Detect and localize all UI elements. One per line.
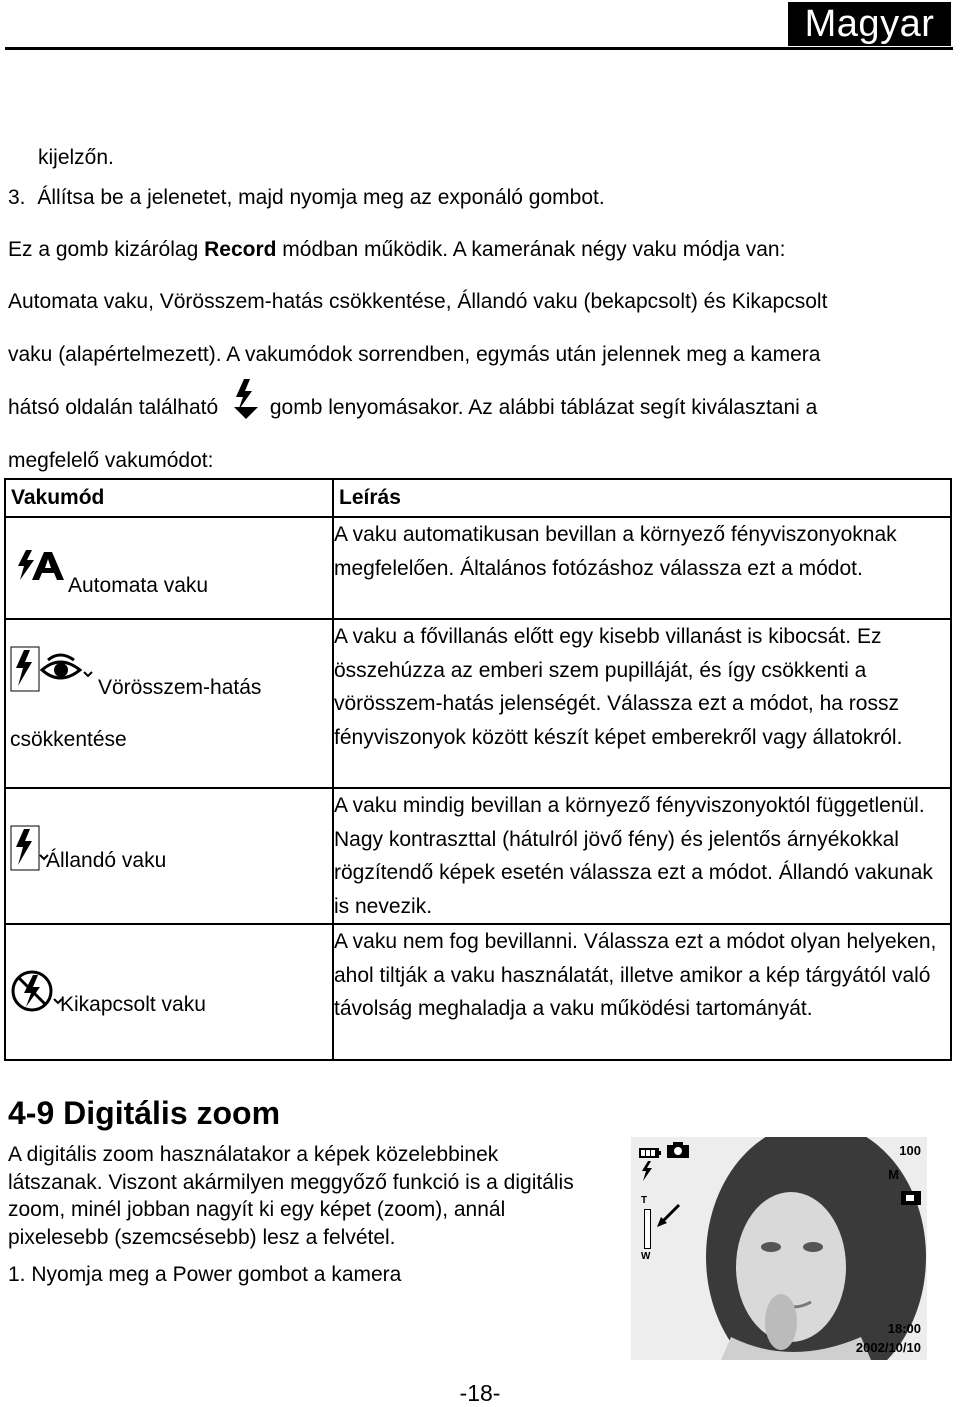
intro-line-2: Automata vaku, Vörösszem-hatás csökkentése, Állandó vaku (bekapcsolt) és Kikapcsolt — [8, 290, 828, 313]
language-badge: Magyar — [788, 2, 951, 46]
mode-label: Vörösszem-hatás — [98, 676, 262, 699]
section-body: A digitális zoom használatakor a képek közelebbinek látszanak. Viszont akármilyen meggyőző funkció is a digitális zoom, minél jobban nagyít ki egy képet (zoom), annál pixelesebb (szemcsésebb) lesz a felvétel. — [8, 1143, 574, 1249]
flash-button-icon — [230, 396, 260, 420]
intro-paragraph-start — [8, 238, 785, 262]
flash-on-icon — [10, 825, 50, 876]
table-row — [5, 619, 951, 788]
zoom-bar — [644, 1209, 651, 1249]
screen-date: 2002/10/10 — [855, 1340, 921, 1355]
intro-line-4 — [8, 396, 817, 421]
flash-redeye-icon — [10, 646, 102, 697]
image-quality: M — [888, 1167, 899, 1182]
portrait-photo — [631, 1137, 927, 1360]
mode-cell — [5, 517, 333, 619]
section-paragraph — [8, 1141, 588, 1289]
mode-label: Automata vaku — [68, 574, 209, 597]
table-header-row — [5, 479, 951, 517]
intro-text-b: módban működik. A kamerának négy vaku módja van: — [276, 238, 786, 261]
mode-description: A vaku mindig bevillan a környező fényviszonyoktól függetlenül. Nagy kontraszttal (hátulról jövő fény) és jelentős árnyékokkal rögzítendő képek esetén válassza ezt a módot. Állandó vakunak is nevezik. — [333, 788, 951, 924]
section-step-1: 1. Nyomja meg a Power gombot a kamera — [8, 1263, 402, 1286]
table-row — [5, 924, 951, 1060]
intro-line-4-a: hátsó oldalán található — [8, 396, 219, 419]
mode-label: Állandó vaku — [46, 849, 167, 872]
camera-mode-icon — [667, 1142, 689, 1163]
flash-status-icon — [641, 1161, 653, 1186]
section-title: 4-9 Digitális zoom — [8, 1095, 281, 1131]
page-number: -18- — [459, 1380, 501, 1406]
intro-text-bold: Record — [204, 238, 277, 261]
camera-screen-preview — [631, 1137, 927, 1360]
intro-line-4-b: gomb lenyomásakor. Az alábbi táblázat segít kiválasztani a — [269, 396, 818, 419]
step-3 — [8, 186, 605, 210]
intro-line-3: vaku (alapértelmezett). A vakumódok sorrendben, egymás után jelennek meg a kamera — [8, 343, 821, 366]
zoom-tele-label: T — [641, 1195, 648, 1206]
column-header-mode: Vakumód — [5, 479, 333, 517]
table-row — [5, 788, 951, 924]
screen-time: 18:00 — [887, 1321, 921, 1336]
zoom-wide-label: W — [641, 1251, 651, 1262]
column-header-description: Leírás — [333, 479, 951, 517]
mode-cell — [5, 924, 333, 1060]
intro-line-1: kijelzőn. — [38, 146, 114, 169]
mode-description: A vaku nem fog bevillanni. Válassza ezt a módot olyan helyeken, ahol tiltják a vaku használatát, illetve amikor a kép tárgyától való távolság meghaladja a vaku működési tartományát. — [333, 924, 951, 1060]
zoom-arrow-icon — [655, 1203, 681, 1234]
memory-card-icon — [901, 1191, 921, 1210]
mode-description: A vaku automatikusan bevillan a környező fényviszonyoknak megfelelően. Általános fotózáshoz válassza ezt a módot. — [333, 517, 951, 619]
flash-mode-table — [4, 478, 952, 1061]
mode-cell — [5, 788, 333, 924]
flash-auto-icon — [14, 548, 66, 587]
flash-off-icon — [10, 969, 64, 1020]
mode-label: Kikapcsolt vaku — [60, 993, 206, 1016]
table-row — [5, 517, 951, 619]
intro-text-a: Ez a gomb kizárólag — [8, 238, 205, 261]
header-rule — [5, 47, 953, 50]
shots-remaining: 100 — [899, 1143, 921, 1158]
mode-description: A vaku a fővillanás előtt egy kisebb villanást is kibocsát. Ez összehúzza az emberi szem pupilláját, és így csökkenti a vörösszem-hatás jelenségét. Válassza ezt a módot, ha rossz fényviszonyok között készít képet emberekről vagy állatokról. — [333, 619, 951, 788]
step-3-number: 3. — [8, 186, 26, 209]
mode-label-continued: csökkentése — [10, 728, 127, 751]
intro-line-5: megfelelő vakumódot: — [8, 449, 214, 472]
step-3-text: Állítsa be a jelenetet, majd nyomja meg az exponáló gombot. — [37, 186, 605, 209]
mode-cell — [5, 619, 333, 788]
